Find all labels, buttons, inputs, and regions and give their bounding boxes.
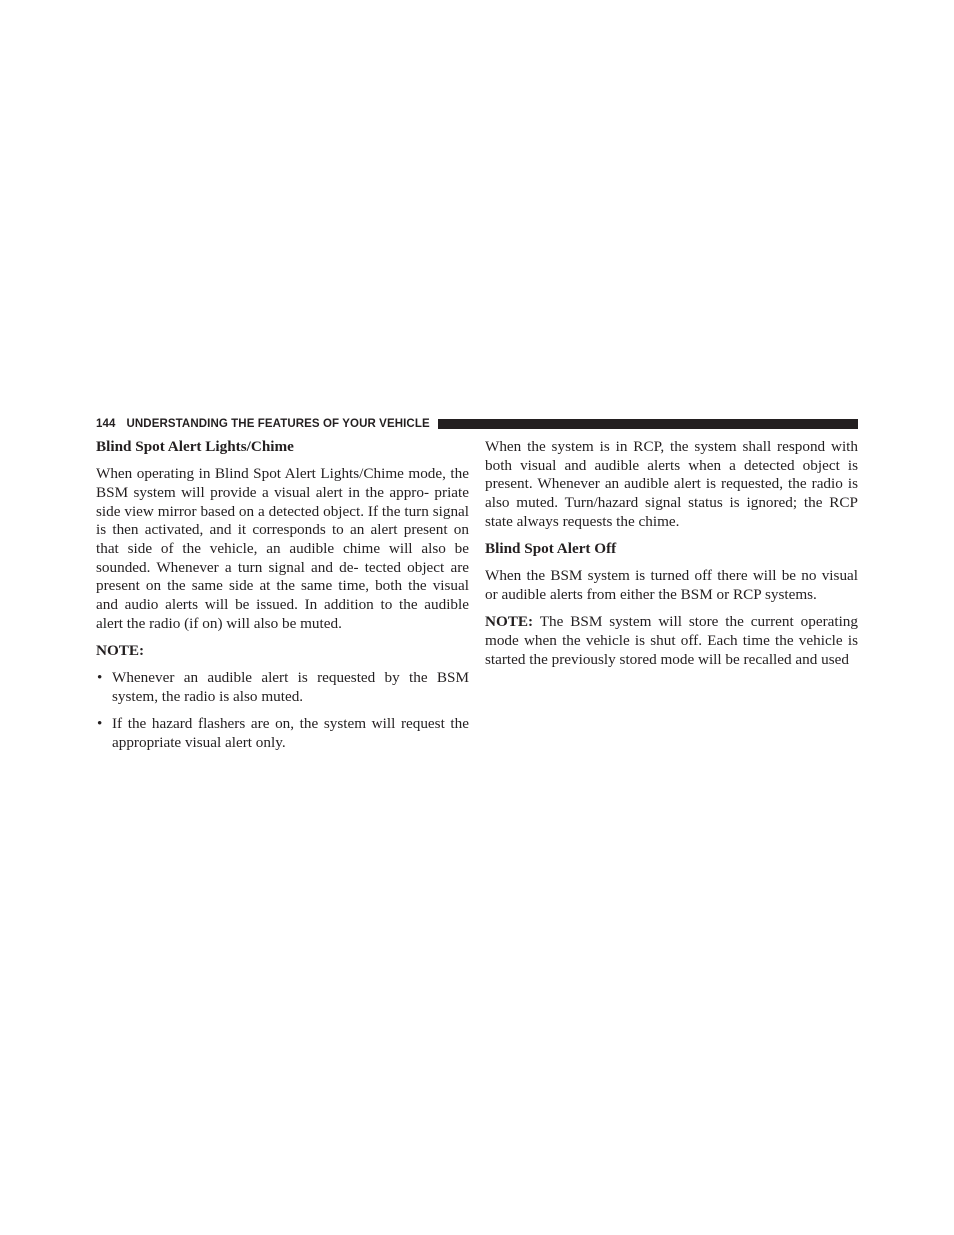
note-label: NOTE: — [96, 642, 145, 660]
header-rule — [438, 419, 858, 429]
section-heading-alert-off: Blind Spot Alert Off — [485, 540, 617, 558]
list-item-text: If the hazard flashers are on, the system will request the appropriate visual alert only. — [112, 715, 469, 751]
note-paragraph — [485, 613, 858, 669]
note-label: NOTE: — [485, 613, 534, 631]
page-header — [96, 416, 858, 432]
list-item — [96, 715, 469, 752]
bullet-icon: • — [97, 669, 103, 687]
bullet-icon: • — [97, 715, 103, 733]
section-heading-lights-chime: Blind Spot Alert Lights/Chime — [96, 438, 294, 455]
paragraph-rcp-mode: When the system is in RCP, the system shall respond with both visual and audible alerts when a detected object is present. Whenever an audible alert is requested, the radio is also muted. Turn/hazard signal status is ignored; the RCP state always requests the chime. — [485, 438, 858, 530]
section-title: UNDERSTANDING THE FEATURES OF YOUR VEHICLE — [126, 418, 430, 430]
list-item — [96, 669, 469, 706]
note-text: The BSM system will store the current operating mode when the vehicle is shut off. Each time the vehicle is started the previously stored mode will be recalled and used — [485, 613, 858, 668]
note-bullet-list — [96, 669, 469, 752]
page-number: 144 — [96, 418, 116, 430]
list-item-text: Whenever an audible alert is requested by the BSM system, the radio is also muted. — [112, 669, 469, 705]
right-column — [485, 438, 858, 678]
paragraph-lights-chime-mode: When operating in Blind Spot Alert Lights/Chime mode, the BSM system will provide a visual alert in the appro- priate side view mirror based on a detected object. If the turn signal is then activated, and it corresponds to an alert present on that side of the vehicle, an audible chime will also be sounded. Whenever a turn signal and de- tected object are present on the same side at the same time, both the visual and audio alerts will be issued. In addition to the audible alert the radio (if on) will also be muted. — [96, 465, 469, 632]
left-column — [96, 438, 469, 761]
paragraph-alert-off: When the BSM system is turned off there will be no visual or audible alerts from either the BSM or RCP systems. — [485, 567, 858, 603]
